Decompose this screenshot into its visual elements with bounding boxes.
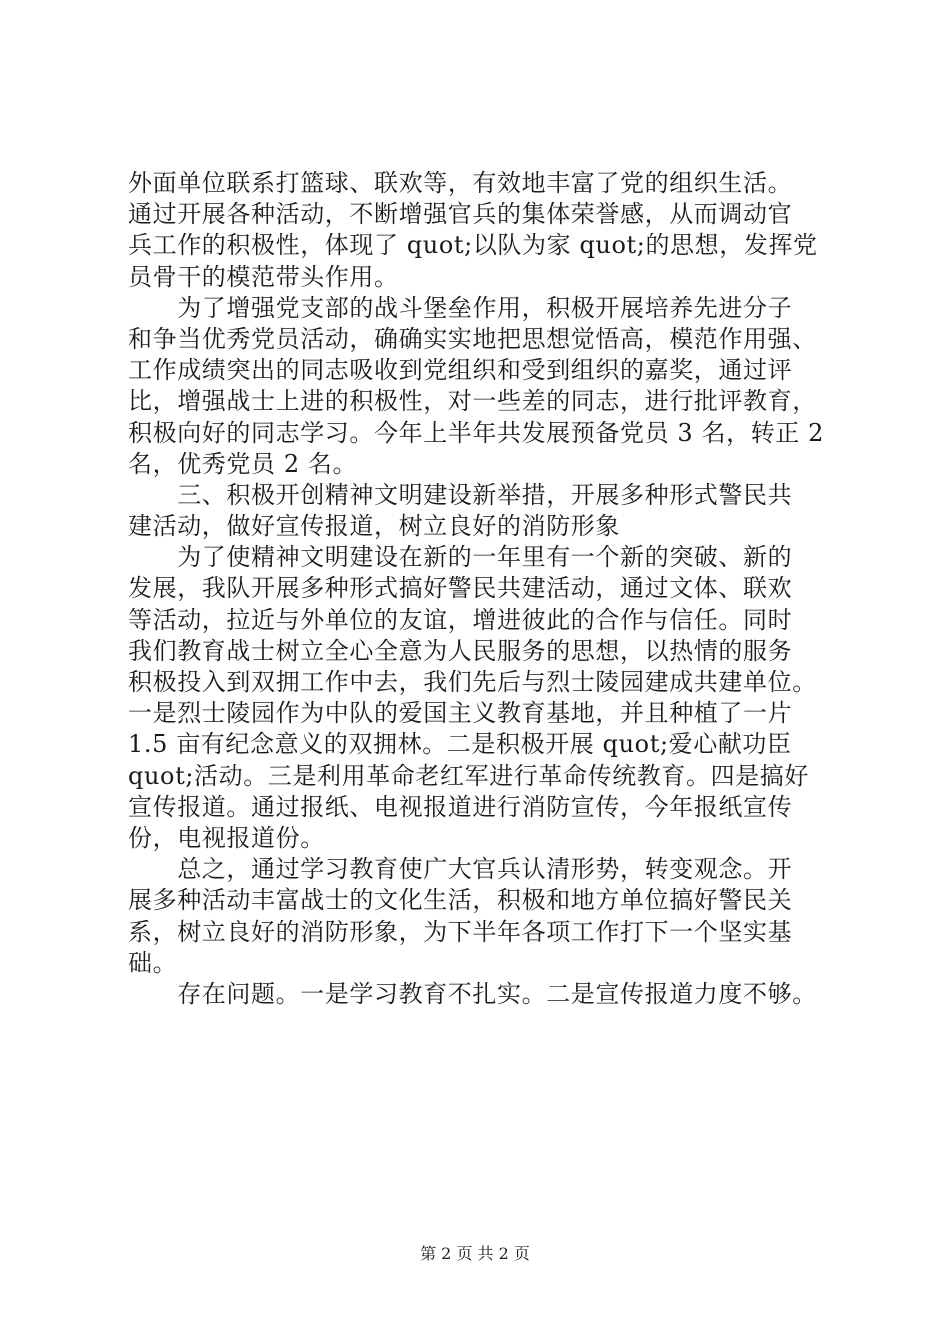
- text-line: 一是烈士陵园作为中队的爱国主义教育基地，并且种植了一片: [128, 699, 793, 728]
- text-line: 外面单位联系打篮球、联欢等，有效地丰富了党的组织生活。: [128, 169, 793, 197]
- text-line: 兵工作的积极性，体现了 quot;以队为家 quot;的思想，发挥党: [128, 231, 818, 260]
- text-line: quot;活动。三是利用革命老红军进行革命传统教育。四是搞好: [128, 761, 809, 790]
- text-line: 员骨干的模范带头作用。: [128, 262, 399, 291]
- section-heading-line: 三、积极开创精神文明建设新举措，开展多种形式警民共: [128, 480, 793, 509]
- section-heading-line: 建活动，做好宣传报道，树立良好的消防形象: [128, 512, 620, 541]
- text-line: 总之，通过学习教育使广大官兵认清形势，转变观念。开: [128, 855, 793, 884]
- text-line: 宣传报道。通过报纸、电视报道进行消防宣传，今年报纸宣传: [128, 792, 793, 821]
- text-line: 积极向好的同志学习。今年上半年共发展预备党员 3 名，转正 2: [128, 418, 825, 447]
- page-number-footer: 第 2 页 共 2 页: [420, 1244, 530, 1263]
- text-line: 存在问题。一是学习教育不扎实。二是宣传报道力度不够。: [128, 979, 817, 1008]
- text-line: 为了增强党支部的战斗堡垒作用，积极开展培养先进分子: [128, 293, 793, 322]
- text-line: 工作成绩突出的同志吸收到党组织和受到组织的嘉奖，通过评: [128, 356, 793, 385]
- text-line: 比，增强战士上进的积极性，对一些差的同志，进行批评教育，: [128, 387, 817, 416]
- text-line: 和争当优秀党员活动，确确实实地把思想觉悟高，模范作用强、: [128, 324, 817, 353]
- text-line: 等活动，拉近与外单位的友谊，增进彼此的合作与信任。同时: [128, 605, 793, 634]
- text-line: 我们教育战士树立全心全意为人民服务的思想，以热情的服务: [128, 636, 793, 665]
- text-line: 础。: [128, 948, 178, 977]
- text-line: 1.5 亩有纪念意义的双拥林。二是积极开展 quot;爱心献功臣: [128, 730, 792, 759]
- text-line: 发展，我队开展多种形式搞好警民共建活动，通过文体、联欢: [128, 574, 793, 603]
- text-line: 为了使精神文明建设在新的一年里有一个新的突破、新的: [128, 543, 793, 572]
- text-line: 名，优秀党员 2 名。: [128, 449, 358, 478]
- text-line: 份，电视报道份。: [128, 823, 325, 852]
- text-line: 展多种活动丰富战士的文化生活，积极和地方单位搞好警民关: [128, 886, 793, 915]
- text-line: 系，树立良好的消防形象，为下半年各项工作打下一个坚实基: [128, 917, 793, 946]
- document-body: [128, 168, 850, 1010]
- text-line: 通过开展各种活动，不断增强官兵的集体荣誉感，从而调动官: [128, 200, 793, 229]
- text-line: 积极投入到双拥工作中去，我们先后与烈士陵园建成共建单位。: [128, 668, 817, 696]
